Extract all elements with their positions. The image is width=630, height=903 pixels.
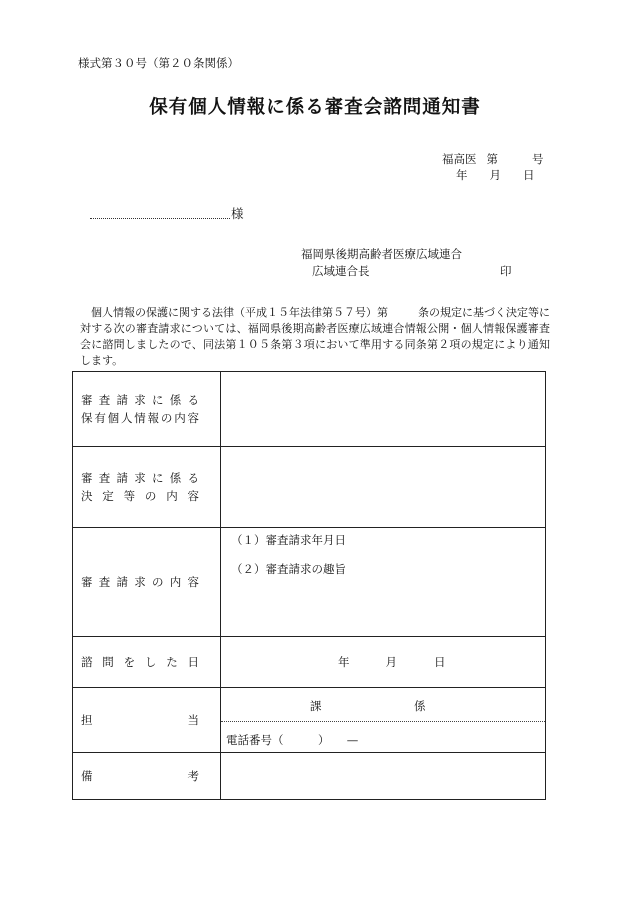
- label-char: 査: [98, 471, 111, 485]
- section-label: 課: [310, 699, 322, 713]
- spread-label-line: [81, 409, 199, 427]
- label-decision-content: [73, 447, 221, 528]
- label-char: 容: [187, 489, 199, 503]
- spread-label-line: [81, 767, 199, 785]
- label-char: 備: [81, 769, 93, 783]
- label-char: の: [152, 575, 164, 589]
- table-row: [73, 372, 546, 447]
- label-char: 請: [116, 575, 128, 589]
- spread-label-line: [81, 711, 199, 729]
- label-char: 報: [147, 411, 160, 425]
- label-char: 有: [94, 411, 106, 425]
- inquiry-year: 年: [338, 655, 350, 669]
- notice-body-part1: 個人情報の保護に関する法律（平成１５年法律第５７号）第: [91, 306, 388, 319]
- subsection-label: 係: [414, 699, 426, 713]
- personal-info-content-field[interactable]: [221, 372, 546, 447]
- document-number-dai: 第: [486, 152, 498, 166]
- table-row: [73, 688, 546, 753]
- label-char: 審: [81, 393, 93, 407]
- in-charge-field[interactable]: [221, 688, 546, 753]
- spread-label-line: [81, 391, 199, 409]
- label-char: 審: [81, 575, 93, 589]
- label-char: 内: [166, 489, 178, 503]
- phone-line: [221, 722, 545, 752]
- department-line: [221, 688, 545, 722]
- label-char: 当: [187, 713, 199, 727]
- decision-content-field[interactable]: [221, 447, 546, 528]
- label-char: 容: [187, 411, 199, 425]
- label-char: 内: [169, 575, 182, 589]
- seal-mark: 印: [500, 264, 512, 278]
- request-purpose-item: （２）審査請求の趣旨: [231, 562, 346, 576]
- table-row: [73, 637, 546, 688]
- notice-body-part2: 条の規定に基づく決定等に対する次の審査請求については、福岡県後期高齢者医療広域連合情報公開・個人情報保護審査会に諮問しましたので、同法第１０５条第３項において準用する同条第２項の規定により通知します。: [80, 306, 550, 367]
- label-char: 請: [116, 471, 128, 485]
- label-char: し: [144, 655, 157, 669]
- inquiry-date-field[interactable]: [221, 637, 546, 688]
- label-char: に: [152, 393, 164, 407]
- label-char: 諮: [81, 655, 93, 669]
- label-char: 保: [81, 411, 93, 425]
- label-request-content: [73, 528, 221, 637]
- label-char: 査: [98, 393, 111, 407]
- label-personal-info-content: [73, 372, 221, 447]
- inquiry-month: 月: [385, 655, 397, 669]
- request-content-field[interactable]: [221, 528, 546, 637]
- addressee-suffix: 様: [231, 206, 244, 221]
- label-inquiry-date: [73, 637, 221, 688]
- label-char: 査: [98, 575, 111, 589]
- table-row: [73, 753, 546, 800]
- label-char: 等: [123, 489, 136, 503]
- label-char: 定: [102, 489, 114, 503]
- label-char: た: [166, 655, 178, 669]
- addressee-blank: [90, 206, 230, 219]
- notice-body: [80, 305, 550, 369]
- label-char: 審: [81, 471, 93, 485]
- sender-title: 広域連合長: [312, 264, 370, 278]
- label-char: る: [187, 471, 199, 485]
- spread-label-line: [81, 573, 199, 591]
- label-char: 情: [134, 411, 146, 425]
- label-char: る: [187, 393, 199, 407]
- sender-organization: 福岡県後期高齢者医療広域連合: [301, 247, 462, 261]
- phone-number-label: 電話番号（ ） —: [226, 733, 359, 747]
- label-in-charge: [73, 688, 221, 753]
- label-char: に: [152, 471, 164, 485]
- issue-date-day: 日: [523, 168, 535, 182]
- inquiry-day: 日: [434, 655, 446, 669]
- document-title: 保有個人情報に係る審査会諮問通知書: [149, 97, 481, 118]
- request-date-item: （１）審査請求年月日: [231, 533, 346, 547]
- label-char: の: [160, 411, 173, 425]
- spread-label-line: [81, 469, 199, 487]
- label-char: 問: [102, 655, 114, 669]
- label-char: 考: [187, 769, 199, 783]
- document-number-go: 号: [532, 152, 544, 166]
- label-char: 担: [81, 713, 93, 727]
- label-char: 求: [134, 393, 146, 407]
- label-char: 人: [120, 411, 133, 425]
- label-remarks: [73, 753, 221, 800]
- table-row: [73, 447, 546, 528]
- label-char: 容: [187, 575, 199, 589]
- notice-table: [72, 371, 546, 800]
- label-char: 内: [174, 411, 186, 425]
- issue-date: [456, 167, 557, 183]
- remarks-field[interactable]: [221, 753, 546, 800]
- spread-label-line: [81, 653, 199, 671]
- label-char: を: [123, 655, 136, 669]
- table-row: [73, 528, 546, 637]
- label-char: 係: [169, 393, 182, 407]
- document-number: [442, 151, 554, 167]
- label-char: 求: [134, 471, 146, 485]
- issue-date-year: 年: [456, 168, 468, 182]
- label-char: の: [144, 489, 157, 503]
- label-char: 係: [169, 471, 182, 485]
- document-prefix: 福高医: [442, 152, 477, 166]
- issue-date-month: 月: [489, 168, 501, 182]
- label-char: 請: [116, 393, 128, 407]
- label-char: 日: [187, 655, 199, 669]
- label-char: 求: [134, 575, 146, 589]
- label-char: 個: [107, 411, 120, 425]
- label-char: 決: [81, 489, 93, 503]
- spread-label-line: [81, 487, 199, 505]
- form-number: 様式第３０号（第２０条関係）: [78, 56, 239, 70]
